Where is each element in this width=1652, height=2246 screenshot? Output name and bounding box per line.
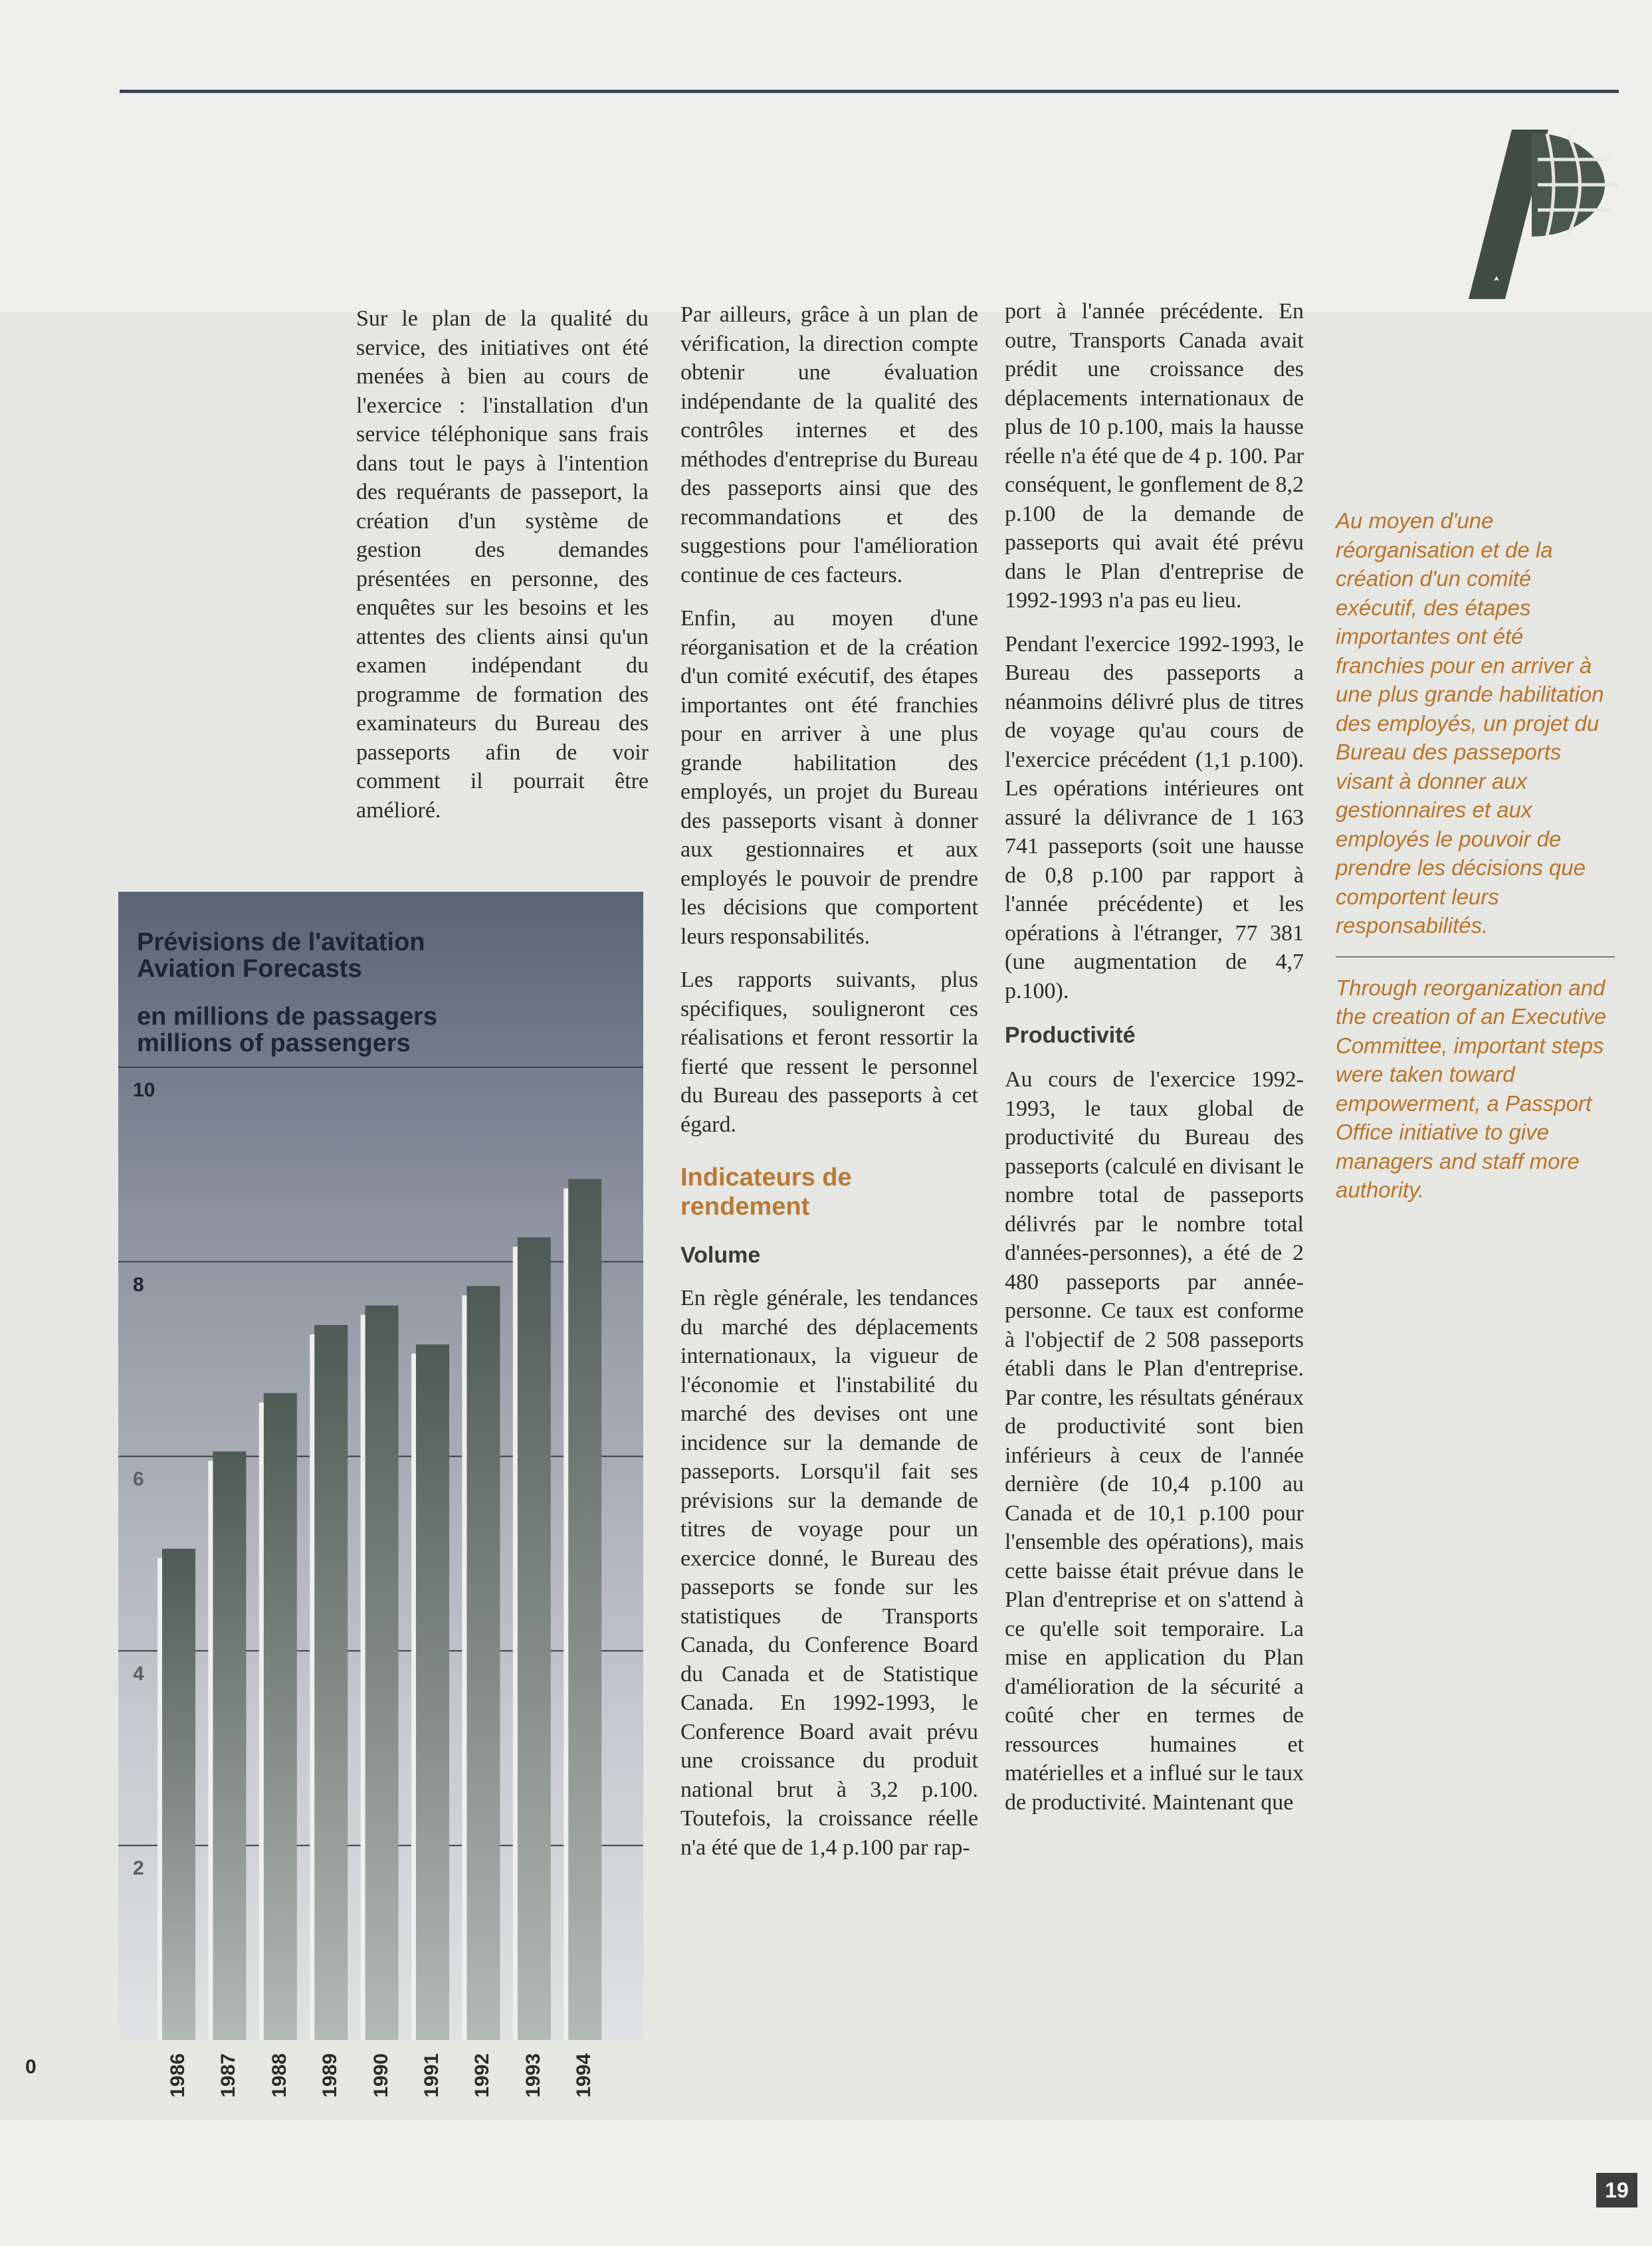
chart-x-tick-label: 1987 xyxy=(217,2053,240,2098)
chart-bar-highlight xyxy=(361,1315,365,2040)
chart-bar-1992 xyxy=(466,1286,500,2040)
chart-bar-highlight xyxy=(462,1295,466,2040)
pull-quote-french: Au moyen d'une réorganisation et de la création d'un comité exécutif, des étapes importantes ont été franchies pour en arriver à une plus grande habilitation des employés, un projet du Bureau des passeports visant à donner aux gestionnaires et aux employés le pouvoir de prendre les décisions que comportent leurs responsabilités. xyxy=(1336,508,1604,938)
chart-bar-highlight xyxy=(513,1247,518,2040)
chart-bar-1990 xyxy=(365,1306,399,2040)
chart-y-tick-label: 6 xyxy=(133,1468,144,1490)
chart-x-tick-label: 1991 xyxy=(421,2053,443,2098)
productivity-heading: Productivité xyxy=(1005,1023,1136,1048)
col1-paragraph: Sur le plan de la qualité du service, des initiatives ont été menées à bien au cours de l'exercice : l'installation d'un service téléphonique sans frais dans tout le pays à l'intention des requérants de passeport, la création d'un système de gestion des demandes présentées en personne, des enquêtes sur les besoins et les attentes des clients ainsi qu'un examen indépendant du programme de formation des examinateurs du Bureau des passeports afin de voir comment il pourrait être amélioré. xyxy=(356,306,649,823)
chart-y-tick-label: 8 xyxy=(133,1273,144,1296)
col2-paragraph-1: Par ailleurs, grâce à un plan de vérification, la direction compte obtenir une évaluation indépendante de la qualité des contrôles internes et des méthodes d'entreprise du Bureau des passeports ainsi que des recommandations et des suggestions pour l'amélioration continue de ces facteurs. xyxy=(680,302,978,587)
column-1 xyxy=(356,304,649,839)
chart-x-tick-label: 1994 xyxy=(573,2053,595,2098)
chart-bar-1993 xyxy=(518,1237,551,2040)
productivity-paragraph: Au cours de l'exercice 1992-1993, le taux global de productivité du Bureau des passeports (calculé en divisant le nombre total de passeports délivrés par le nombre total d'années-personnes), a été de 2 480 passeports par année-personne. Ce taux est conforme à l'objectif de 2 508 passeports établi dans le Plan d'entreprise. Par contre, les résultats généraux de productivité sont bien inférieurs à ceux de l'année dernière (de 10,4 p.100 au Canada et de 10,1 p.100 pour l'ensemble des opérations), mais cette baisse était prévue dans le Plan d'entreprise et on s'attend à ce qu'elle soit temporaire. La mise en application du Plan d'amélioration de la sécurité a coûté cher en termes de ressources humaines et matérielles et a influé sur le taux de productivité. Maintenant que xyxy=(1005,1067,1304,1815)
chart-x-tick-label: 1986 xyxy=(167,2053,189,2098)
pull-quote-divider xyxy=(1336,956,1615,958)
passport-office-logo xyxy=(1469,130,1635,309)
chart-x-axis xyxy=(0,2051,1652,2124)
chart-title-fr: Prévisions de l'avitation xyxy=(137,928,425,956)
chart-bar-1988 xyxy=(264,1393,297,2040)
col2-paragraph-3: Les rapports suivants, plus spécifiques, souligneront ces réalisations et feront ressortir la fierté que ressent le personnel du Bureau des passeports à cet égard. xyxy=(680,968,978,1137)
chart-x-tick-label: 1989 xyxy=(319,2053,342,2098)
column-3 xyxy=(1005,297,1304,1831)
chart-bar-highlight xyxy=(208,1461,213,2040)
chart-bar-highlight xyxy=(259,1402,264,2040)
page-number: 19 xyxy=(1596,2173,1637,2207)
chart-bar-1987 xyxy=(213,1451,246,2040)
pull-quote-english: Through reorganization and the creation of an Executive Committee, important steps were taken toward empowerment, a Passport Office initiative to give managers and staff more authority. xyxy=(1336,975,1607,1202)
chart-x-tick-label: 1988 xyxy=(268,2053,290,2098)
aviation-forecast-chart xyxy=(118,892,643,2040)
chart-bar-1989 xyxy=(314,1325,348,2040)
chart-title-block xyxy=(137,929,629,982)
col3-paragraph-2: Pendant l'exercice 1992-1993, le Bureau des passeports a néanmoins délivré plus de titres de voyage qu'au cours de l'exercice précédent (1,1 p.100). Les opérations intérieures ont assuré la délivrance de 1 163 741 passeports (soit une hausse de 0,8 p.100 par rapport à l'année précédente) et les opérations à l'étranger, 77 381 (une augmentation de 4,7 p.100). xyxy=(1005,631,1304,1003)
chart-y-tick-label: 10 xyxy=(133,1079,155,1101)
chart-x-tick-label: 1990 xyxy=(369,2053,392,2098)
chart-x-tick-label: 1993 xyxy=(522,2053,544,2098)
header-rule xyxy=(120,90,1619,93)
chart-bar-highlight xyxy=(411,1354,416,2040)
performance-heading: Indicateurs de rendement xyxy=(680,1164,852,1221)
chart-ylabel-fr: en millions de passagers xyxy=(137,1003,437,1031)
chart-title-en: Aviation Forecasts xyxy=(137,955,362,983)
col3-paragraph-1: port à l'année précédente. En outre, Transports Canada avait prédit une croissance des déplacements internationaux de plus de 10 p.100, mais la hausse réelle n'a été que de 4 p. 100. Par conséquent, le gonflement de 8,2 p.100 de la demande de passeports qui avait été prévu dans le Plan d'entreprise de 1992-1993 n'a pas eu lieu. xyxy=(1005,299,1304,613)
chart-bar-highlight xyxy=(157,1558,162,2040)
chart-y-tick-label-zero: 0 xyxy=(25,2056,37,2078)
chart-x-tick-label: 1992 xyxy=(471,2053,494,2098)
volume-heading: Volume xyxy=(680,1243,761,1268)
volume-paragraph: En règle générale, les tendances du marché des déplacements internationaux, la vigueur de l'économie et l'instabilité du marché des devises ont une incidence sur la demande de passeports. Lorsqu'il fait ses prévisions sur la demande de titres de voyage pour un exercice donné, le Bureau des passeports se fonde sur les statistiques de Transports Canada, du Conference Board du Canada et de Statistique Canada. En 1992-1993, le Conference Board avait prévu une croissance du produit national brut à 3,2 p.100. Toutefois, la croissance réelle n'a été que de 1,4 p.100 par rap- xyxy=(680,1286,978,1860)
chart-bar-1986 xyxy=(162,1549,195,2040)
chart-y-tick-label: 4 xyxy=(133,1663,144,1685)
column-2 xyxy=(680,300,978,1877)
chart-bar-1991 xyxy=(416,1344,449,2040)
col2-paragraph-2: Enfin, au moyen d'une réorganisation et de la création d'un comité exécutif, des étapes importantes ont été franchies pour en arriver à une plus grande habilitation des employés, un projet du Bureau des passeports visant à donner aux gestionnaires et aux employés le pouvoir de prendre les décisions que comportent leurs responsabilités. xyxy=(680,606,978,949)
chart-ylabel-en: millions of passengers xyxy=(137,1029,411,1057)
chart-y-tick-label: 2 xyxy=(133,1857,144,1880)
chart-bar-highlight xyxy=(564,1188,568,2040)
chart-bar-highlight xyxy=(310,1334,314,2040)
chart-plot xyxy=(118,892,643,2040)
chart-bar-1994 xyxy=(568,1179,601,2040)
pull-quote xyxy=(1336,506,1615,1205)
chart-unit-block xyxy=(137,1003,629,1057)
